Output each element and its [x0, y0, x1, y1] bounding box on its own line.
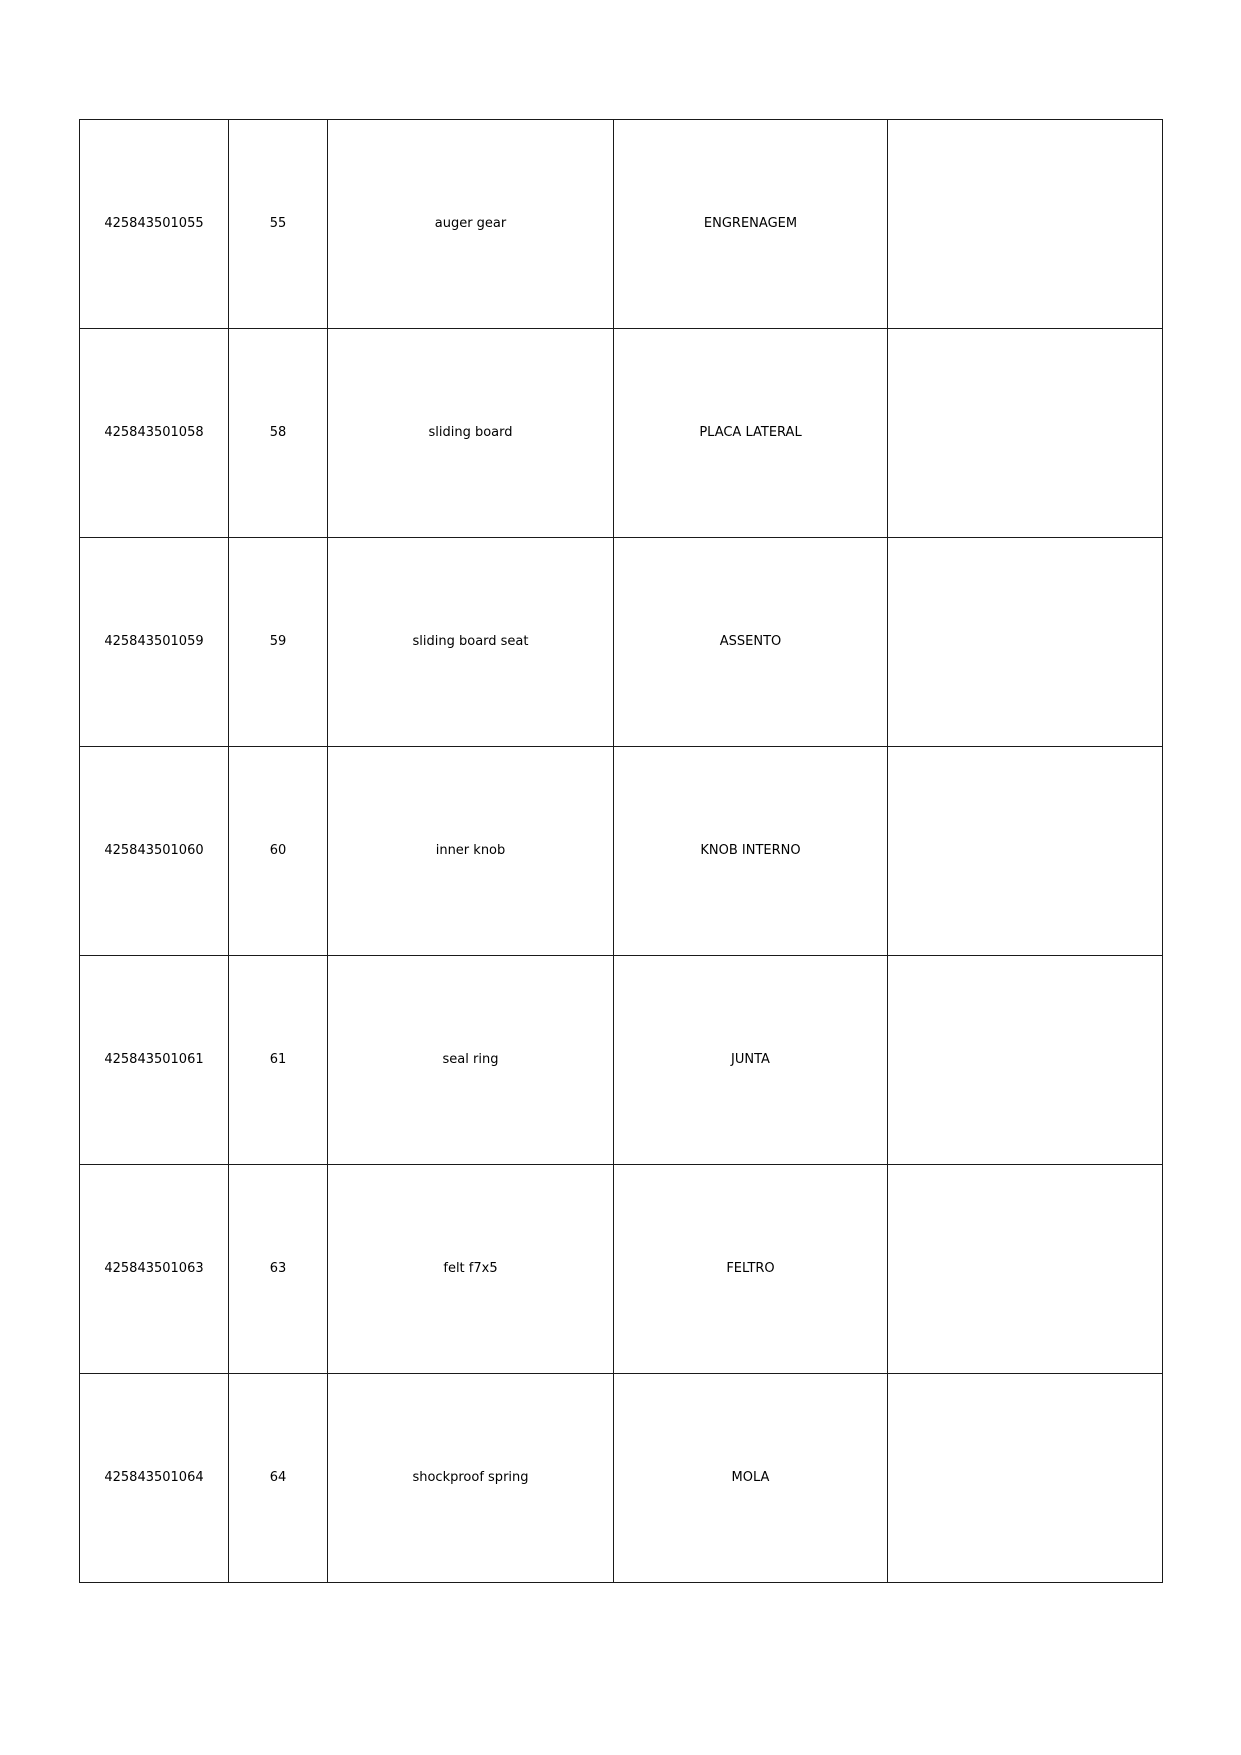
part-code-cell: 425843501064 — [80, 1374, 229, 1583]
description-pt-cell: FELTRO — [614, 1165, 888, 1374]
item-number-cell: 64 — [229, 1374, 328, 1583]
table-row — [80, 747, 1163, 956]
item-number-cell: 63 — [229, 1165, 328, 1374]
part-code-cell: 425843501055 — [80, 120, 229, 329]
item-number-cell: 61 — [229, 956, 328, 1165]
part-code-cell: 425843501059 — [80, 538, 229, 747]
part-code-cell: 425843501061 — [80, 956, 229, 1165]
description-pt-cell: KNOB INTERNO — [614, 747, 888, 956]
description-pt-cell: PLACA LATERAL — [614, 329, 888, 538]
notes-cell — [888, 120, 1163, 329]
description-pt-cell: ASSENTO — [614, 538, 888, 747]
notes-cell — [888, 1374, 1163, 1583]
part-code-cell: 425843501063 — [80, 1165, 229, 1374]
description-en-cell: auger gear — [328, 120, 614, 329]
description-pt-cell: ENGRENAGEM — [614, 120, 888, 329]
notes-cell — [888, 538, 1163, 747]
description-en-cell: sliding board — [328, 329, 614, 538]
notes-cell — [888, 329, 1163, 538]
description-en-cell: inner knob — [328, 747, 614, 956]
notes-cell — [888, 1165, 1163, 1374]
item-number-cell: 59 — [229, 538, 328, 747]
notes-cell — [888, 747, 1163, 956]
table-row — [80, 538, 1163, 747]
table-row — [80, 1374, 1163, 1583]
description-pt-cell: MOLA — [614, 1374, 888, 1583]
table-row — [80, 329, 1163, 538]
description-en-cell: seal ring — [328, 956, 614, 1165]
part-code-cell: 425843501060 — [80, 747, 229, 956]
notes-cell — [888, 956, 1163, 1165]
table-row — [80, 120, 1163, 329]
description-en-cell: sliding board seat — [328, 538, 614, 747]
table-row — [80, 1165, 1163, 1374]
description-en-cell: shockproof spring — [328, 1374, 614, 1583]
description-en-cell: felt f7x5 — [328, 1165, 614, 1374]
parts-table — [79, 119, 1163, 1583]
part-code-cell: 425843501058 — [80, 329, 229, 538]
table-row — [80, 956, 1163, 1165]
item-number-cell: 58 — [229, 329, 328, 538]
item-number-cell: 55 — [229, 120, 328, 329]
item-number-cell: 60 — [229, 747, 328, 956]
description-pt-cell: JUNTA — [614, 956, 888, 1165]
